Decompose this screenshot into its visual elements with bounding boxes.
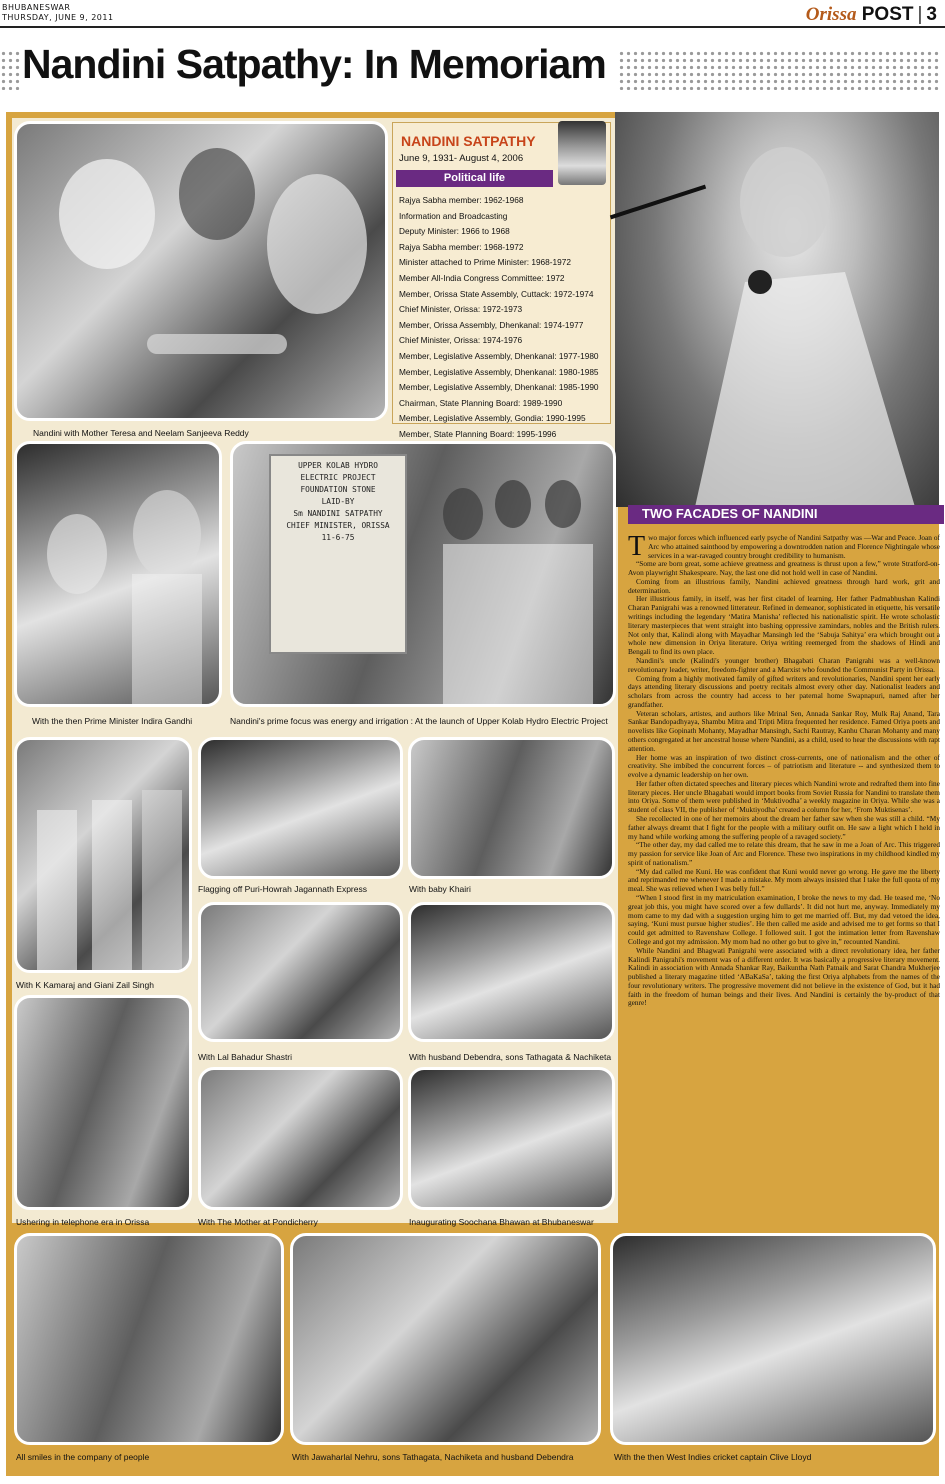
article-paragraph: “My dad called me Kuni. He was confident that Kuni would never go wrong. He gave me the liberty and reprimanded me whenever I made a mistake. My mom always insisted that I take the full quota of my meal. She was relieved when I was belly full.”: [628, 866, 940, 894]
photo-mother-teresa: [14, 121, 388, 421]
infobox-political-life: [392, 122, 611, 439]
infobox-section-label: Political life: [396, 170, 553, 187]
infobox-name: NANDINI SATPATHY: [401, 133, 536, 149]
infobox-list-item: Rajya Sabha member: 1968-1972: [399, 241, 524, 252]
infobox-list-item: Member All-India Congress Committee: 1972: [399, 272, 565, 283]
caption-teresa: Nandini with Mother Teresa and Neelam Sanjeeva Reddy: [33, 428, 249, 438]
foundation-stone-plaque: [269, 454, 407, 654]
infobox-list-item: Member, Legislative Assembly, Dhenkanal: 1977-1980: [399, 350, 599, 361]
caption-express: Flagging off Puri-Howrah Jagannath Express: [198, 884, 367, 894]
caption-soochana: Inaugurating Soochana Bhawan at Bhubaneswar: [409, 1217, 594, 1227]
page-headline: Nandini Satpathy: In Memoriam: [22, 41, 606, 87]
brand-name-italic: Orissa: [805, 4, 857, 25]
plaque-line: ELECTRIC PROJECT: [300, 473, 376, 482]
photo-nandini-speaking: [615, 112, 939, 507]
page-number: 3: [926, 4, 937, 25]
photo-husband-sons: [408, 902, 615, 1042]
photo-figures: [615, 112, 939, 507]
caption-smiles: All smiles in the company of people: [16, 1452, 150, 1462]
caption-mother: With The Mother at Pondicherry: [198, 1217, 318, 1227]
photo-shastri: [198, 902, 403, 1042]
plaque-line: CHIEF MINISTER, ORISSA: [286, 521, 390, 530]
article-paragraph: “Some are born great, some achieve greatness and greatness is thrust upon a few,” wrote Stratford-on-Avon playwright Shakespeare. Nay, the last one did not hold well in case of Nandini.: [628, 559, 940, 578]
article-paragraph: While Nandini and Bhagwati Panigrahi were associated with a direct revolutionary idea, her father Kalindi Panigrahi's movement was of a different order. It was basically a progressive literary movement. Kalindi in association with Annada Shankar Ray, Baikuntha Nath Patnaik and Sarat Chandra Mukherjee published a literary magazine titled ‘ABaKaSa’, taking the first Oriya alphabets from the names of the four revolutionary writers. The progressive movement did not believe in the existence of God, but it had faith in the freedom of human beings and their lives. And Nandini is certainly the by-product of that genre!: [628, 945, 940, 1008]
infobox-list-item: Member, Orissa Assembly, Dhenkanal: 1974-1977: [399, 319, 584, 330]
masthead-rule: [0, 26, 945, 28]
infobox-list-item: Deputy Minister: 1966 to 1968: [399, 226, 510, 237]
article-paragraph: Her father often dictated speeches and literary pieces which Nandini wrote and redrafted them into fine literary pieces. Her uncle Bhagabati would import books from Soviet Russia for Nandini to translate them into Oriya. Some of them were published in ‘Muktivodha’ a weekly magazine in Oriya. While she was a student of class VII, the publisher of ‘Muktiyodha’ created a column for her, ‘From Muktisenas’.: [628, 778, 940, 815]
infobox-list-item: Chief Minister, Orissa: 1972-1973: [399, 304, 523, 315]
infobox-list-item: Information and Broadcasting: [399, 210, 508, 221]
caption-husband: With husband Debendra, sons Tathagata & Nachiketa: [409, 1052, 612, 1062]
infobox-list-item: Rajya Sabha member: 1962-1968: [399, 195, 524, 205]
caption-shastri: With Lal Bahadur Shastri: [198, 1052, 293, 1062]
newspaper-brand: [806, 4, 937, 26]
article-paragraph: Coming from a highly motivated family of gifted writers and revolutionaries, Nandini spent her early days attending literary discussions and poetry recitals almost every other day. Nationalist leaders and scholars from across the country had access to her paternal home Swapnapuri, named after her grandfather.: [628, 673, 940, 709]
caption-nehru: With Jawaharlal Nehru, sons Tathagata, Nachiketa and husband Debendra: [292, 1452, 574, 1462]
article-paragraph: “The other day, my dad called me to relate this dream, that he saw in me a Joan of Arc. This triggered my passion for service like Joan of Arc and Florence. These two inspirations in my childhood kindled my spirit of nationalism.”: [628, 840, 940, 867]
article-paragraph: Veteran scholars, artistes, and authors like Mrinal Sen, Annada Sankar Roy, Mulk Raj Anand, Tara Sankar Bandopadhyaya, Shambu Mitra and Tripti Mitra frequented her residence. Famed Oriya poets and novelists like Gopinath Mohanty, Mayadhar Mansingh, Sachi Rautray, Kanhu Charan Mohanty and many others congregated at her ancestral house where Nandini, as a child, used to hear the discussions with rapt attention.: [628, 708, 940, 753]
caption-kamaraj: With K Kamaraj and Giani Zail Singh: [16, 980, 154, 990]
article-paragraph: She recollected in one of her memoirs about the dream her father saw when she was still a child. “My father always dreamt that I fight for the people with a military outfit on. He saw a light which I held in my hand while working among the suffering people of a ravaged society.”: [628, 814, 940, 841]
photo-all-smiles: [14, 1233, 284, 1445]
brand-name-bold: POST: [861, 4, 914, 25]
photo-figures: [403, 444, 616, 707]
portrait-thumbnail: [558, 121, 606, 185]
article-paragraph: Her illustrious family, in itself, was her first citadel of learning. Her father Padmabhushan Kalindi Charan Panigrahi was a renowned litterateur. Refined in demeanor, sophisticated in etiquette, his versatile writings including the legendary ‘Matira Manisha’ reflected his nationalistic spirit. He wrote scholastic literary masterpieces that went straight into bashing oppressive zamindars, nobles and the British rulers. Not only that, Kalindi along with Mayadhar Mansingh led the ‘Sabuja Sahitya’ era which brought out a whole new dimension in Oriya literature. Oriya writing reemerged from the shadows of Hindi and Bengali to find its own place.: [628, 594, 940, 657]
photo-figures: [17, 124, 388, 421]
photo-kamaraj: [14, 737, 192, 973]
photo-the-mother: [198, 1067, 403, 1210]
dot-pattern-left: [0, 50, 22, 90]
article-dropcap: T: [628, 531, 646, 562]
photo-clive-lloyd: [610, 1233, 936, 1445]
plaque-line: 11-6-75: [321, 533, 355, 542]
infobox-list-item: Member, Legislative Assembly, Gondia: 1990-1995: [399, 413, 586, 424]
photo-nehru: [290, 1233, 601, 1445]
article-heading: TWO FACADES OF NANDINI: [642, 506, 818, 521]
caption-telephone: Ushering in telephone era in Orissa: [16, 1217, 150, 1227]
infobox-list: [399, 193, 609, 458]
photo-soochana-bhawan: [408, 1067, 615, 1210]
plaque-line: FOUNDATION STONE: [300, 485, 376, 494]
infobox-list-item: Member, Orissa State Assembly, Cuttack: 1972-1974: [399, 288, 594, 299]
photo-telephone: [14, 995, 192, 1210]
masthead-date: THURSDAY, JUNE 9, 2011: [2, 13, 114, 22]
caption-indira: With the then Prime Minister Indira Gandhi: [32, 716, 193, 726]
plaque-line: LAID-BY: [321, 497, 355, 506]
infobox-list-item: Chief Minister, Orissa: 1974-1976: [399, 335, 523, 346]
photo-baby-khairi: [408, 737, 615, 879]
masthead-city: BHUBANESWAR: [2, 3, 71, 12]
article-heading-bar: [628, 505, 944, 524]
infobox-list-item: Chairman, State Planning Board: 1989-1990: [399, 397, 563, 408]
infobox-list-item: Member, State Planning Board: 1995-1996: [399, 428, 557, 439]
article-body: [628, 531, 940, 1219]
article-paragraph: [628, 531, 940, 562]
photo-upper-kolab: [230, 441, 616, 707]
caption-khairi: With baby Khairi: [409, 884, 471, 894]
photo-figures: [17, 740, 192, 973]
photo-figures: [17, 444, 222, 707]
infobox-list-item: Member, Legislative Assembly, Dhenkanal: 1985-1990: [399, 382, 599, 393]
infobox-list-item: Member, Legislative Assembly, Dhenkanal: 1980-1985: [399, 366, 599, 377]
infobox-list-item: Minister attached to Prime Minister: 1968-1972: [399, 257, 572, 268]
caption-kolab: Nandini's prime focus was energy and irrigation : At the launch of Upper Kolab Hydro Electric Project: [230, 716, 608, 726]
article-paragraph: Her home was an inspiration of two distinct cross-currents, one of nationalism and the other of creativity. She imbibed the concurrent forces – of patriotism and literature -- and synthesized them to evolve a dynamic leadership on her own.: [628, 752, 940, 780]
plaque-line: Sm NANDINI SATPATHY: [293, 509, 383, 518]
dot-pattern-right: [618, 50, 940, 90]
photo-indira-gandhi: [14, 441, 222, 707]
article-paragraph-text: wo major forces which influenced early psyche of Nandini Satpathy was —War and Peace. Joan of Arc who attained sainthood by empowering a downtrodden nation and Florence Nightingale whose services in a war-ravaged country brought credibility to humanism.: [648, 533, 940, 560]
caption-lloyd: With the then West Indies cricket captain Clive Lloyd: [614, 1452, 812, 1462]
photo-jagannath-express: [198, 737, 403, 879]
brand-separator: |: [917, 4, 923, 25]
article-paragraph: Coming from an illustrious family, Nandini achieved greatness through hard work, grit and determination.: [628, 576, 940, 595]
article-paragraph: “When I stood first in my matriculation examination, I broke the news to my dad. He teased me, ‘No great job this, you might have scored over a few dullards’. It did not hurt me, anyway. Immediately my mom came to my dad with a suggestion urging him to get me married off. But, my dad vetoed the idea, saying, ‘Kuni must pursue higher studies’. He then called me aside and advised me to get forms so that I could get admitted to Ravenshaw College. I followed suit. I got the intimation letter from Ravenshaw College and got my admission. My mom had no other go but to give in,” recounted Nandini.: [628, 893, 940, 946]
article-paragraph: Nandini's uncle (Kalindi's younger brother) Bhagabati Charan Panigrahi was a well-known revolutionary leader, writer, freedom-fighter and a Marxist who founded the Communist Party in Orissa.: [628, 655, 940, 674]
plaque-line: UPPER KOLAB HYDRO: [298, 461, 378, 470]
infobox-dates: June 9, 1931- August 4, 2006: [399, 153, 524, 164]
